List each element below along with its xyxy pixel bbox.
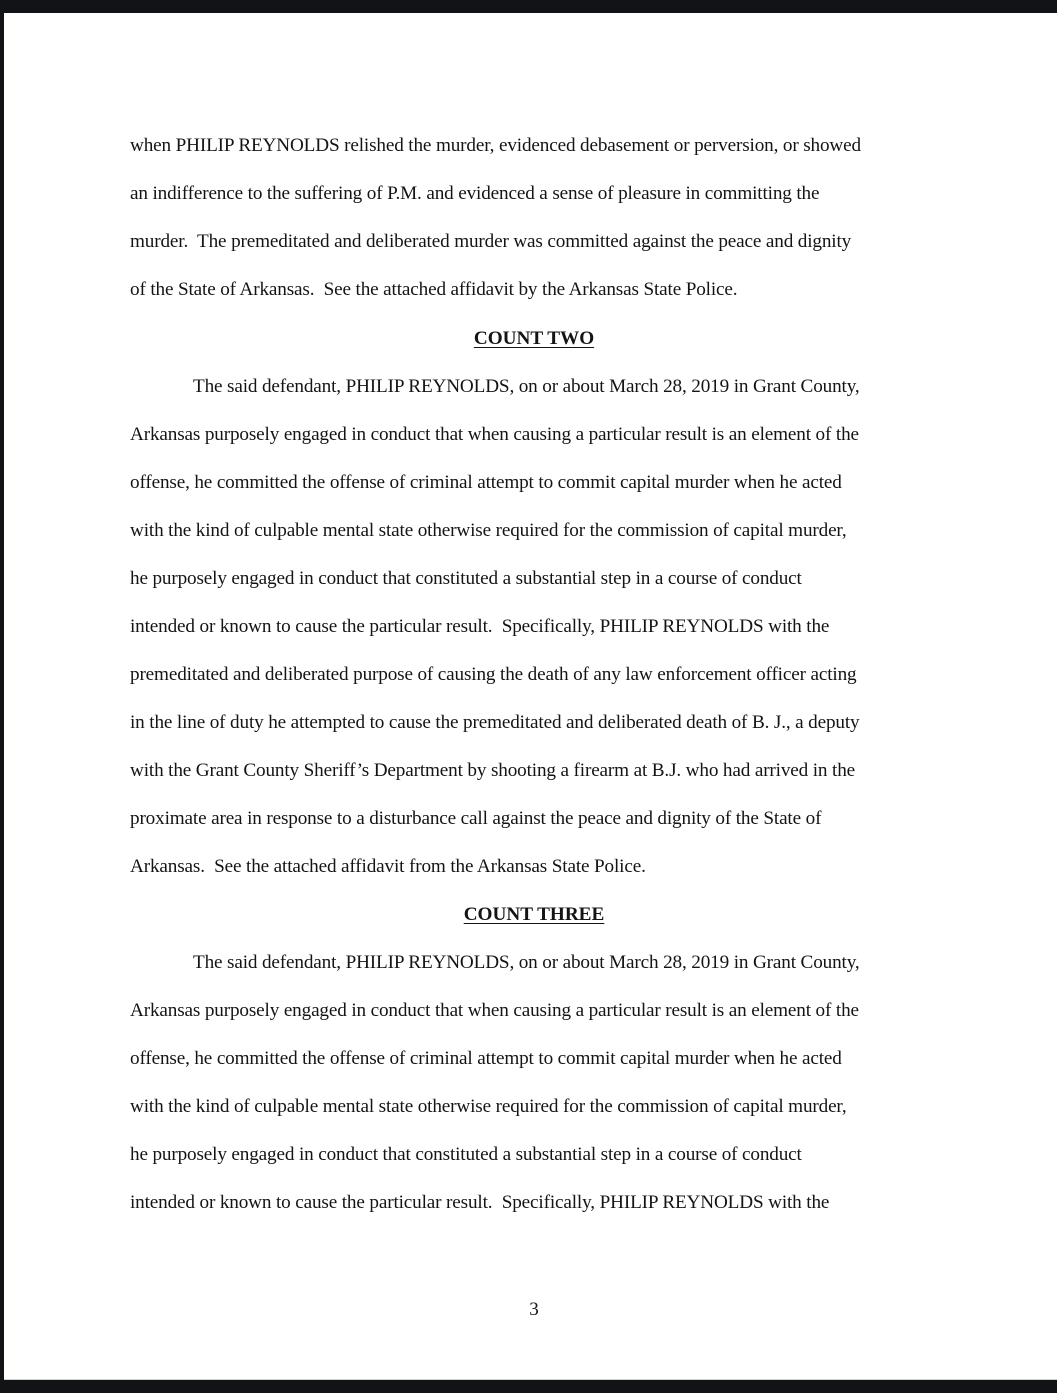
count-three-line-2: Arkansas purposely engaged in conduct that when causing a particular result is an element of the (130, 1000, 859, 1021)
count-two-line-11: Arkansas. See the attached affidavit from the Arkansas State Police. (130, 856, 646, 877)
count-two-line-3: offense, he committed the offense of criminal attempt to commit capital murder when he acted (130, 472, 842, 493)
count-two-heading-text: COUNT TWO (473, 328, 595, 349)
count-two-line-10: proximate area in response to a disturbance call against the peace and dignity of the State of (130, 808, 822, 829)
count-two-line-4: with the kind of culpable mental state otherwise required for the commission of capital murder, (130, 520, 847, 541)
intro-line-3: murder. The premeditated and deliberated murder was committed against the peace and dignity (130, 231, 852, 252)
count-two-heading (4, 328, 1057, 350)
count-three-line-4: with the kind of culpable mental state otherwise required for the commission of capital murder, (130, 1096, 847, 1117)
count-two-line-6: intended or known to cause the particular result. Specifically, PHILIP REYNOLDS with the (130, 616, 830, 637)
count-three-line-1: The said defendant, PHILIP REYNOLDS, on or about March 28, 2019 in Grant County, (193, 952, 860, 973)
intro-line-2: an indifference to the suffering of P.M. and evidenced a sense of pleasure in committing the (130, 183, 820, 204)
count-two-line-2: Arkansas purposely engaged in conduct that when causing a particular result is an element of the (130, 424, 859, 445)
count-two-line-1: The said defendant, PHILIP REYNOLDS, on or about March 28, 2019 in Grant County, (193, 376, 860, 397)
count-two-line-5: he purposely engaged in conduct that constituted a substantial step in a course of conduct (130, 568, 802, 589)
intro-line-4: of the State of Arkansas. See the attached affidavit by the Arkansas State Police. (130, 279, 738, 300)
count-three-line-5: he purposely engaged in conduct that constituted a substantial step in a course of conduct (130, 1144, 802, 1165)
count-two-line-8: in the line of duty he attempted to cause the premeditated and deliberated death of B. J., a deputy (130, 712, 860, 733)
count-two-line-9: with the Grant County Sheriff’s Department by shooting a firearm at B.J. who had arrived in the (130, 760, 856, 781)
page-number: 3 (529, 1299, 539, 1320)
document-page (4, 13, 1057, 1380)
count-three-heading-text: COUNT THREE (463, 904, 605, 925)
count-three-line-6: intended or known to cause the particular result. Specifically, PHILIP REYNOLDS with the (130, 1192, 830, 1213)
count-two-line-7: premeditated and deliberated purpose of causing the death of any law enforcement officer acting (130, 664, 857, 685)
intro-line-1: when PHILIP REYNOLDS relished the murder, evidenced debasement or perversion, or showed (130, 135, 861, 156)
count-three-heading (4, 904, 1057, 926)
count-three-line-3: offense, he committed the offense of criminal attempt to commit capital murder when he acted (130, 1048, 842, 1069)
